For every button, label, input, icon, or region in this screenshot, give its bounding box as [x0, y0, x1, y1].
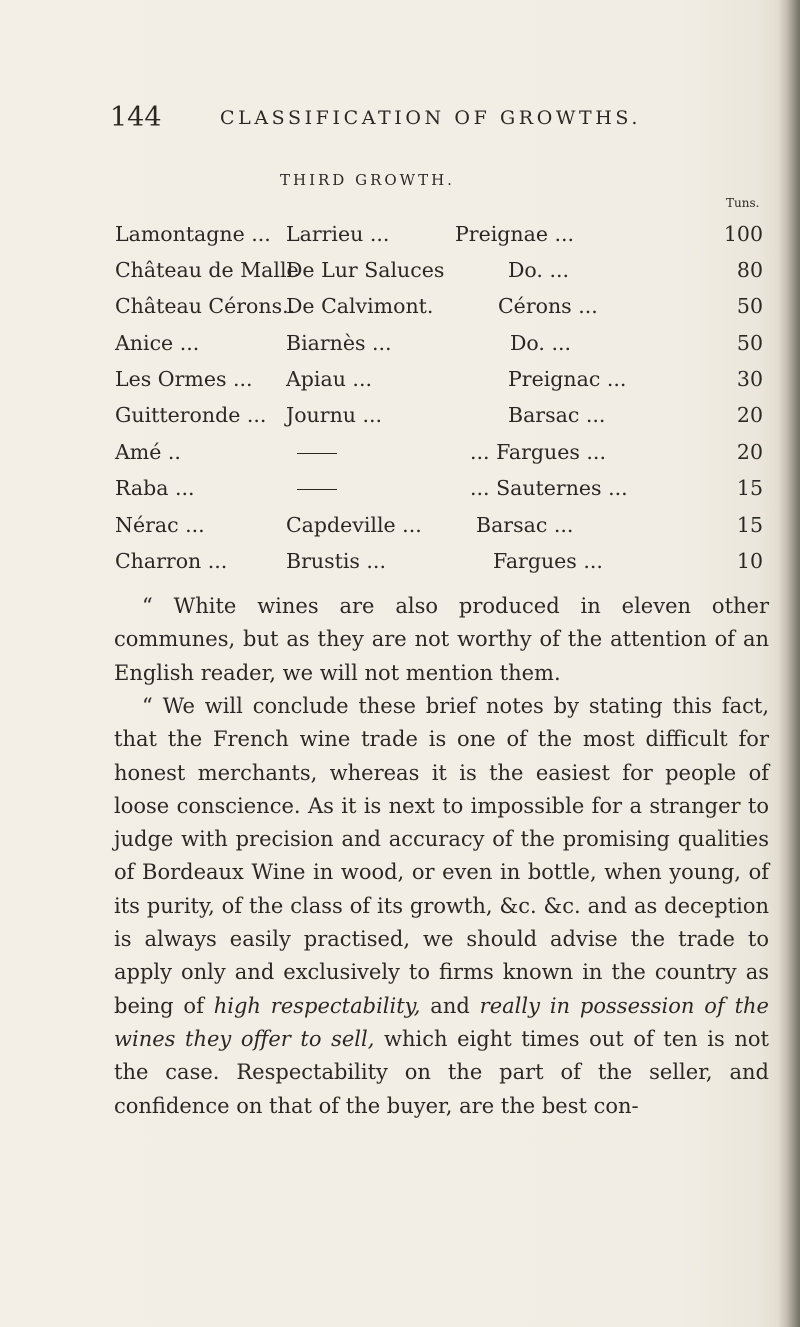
paragraph-conclusion	[114, 690, 769, 1123]
estate-name: Lamontagne ...	[115, 222, 271, 246]
tuns-value: 15	[736, 476, 763, 500]
paragraph-text: “ We will conclude these brief notes by stating this fact, that the French wine trade is one of the most difficult for honest merchants, whereas it is the easiest for people of loose conscience. As it is next to impossible for a stranger to judge with precision and accuracy of the promising qualities of Bordeaux Wine in wood, or even in bottle, when young, of its purity, of the class of its growth, &c. &c. and as deception is always easily practised, we should advise the trade to apply only and exclusively to firms known in the country as being of	[114, 694, 769, 1018]
page-number: 144	[110, 102, 162, 133]
tuns-value: 30	[736, 367, 763, 391]
proprietor: De Lur Saluces	[286, 258, 445, 282]
proprietor: Capdeville ...	[286, 513, 422, 537]
tuns-value: 80	[736, 258, 763, 282]
paragraph-text: and	[430, 993, 470, 1018]
tuns-value: 50	[736, 331, 763, 355]
italic-phrase: high respectability,	[213, 993, 421, 1018]
tuns-value: 20	[736, 403, 763, 427]
proprietor: Journu ...	[286, 403, 383, 427]
page-edge-shadow	[778, 0, 800, 1327]
tuns-value: 15	[736, 513, 763, 537]
commune: Cérons ...	[498, 294, 598, 318]
table-row	[0, 549, 800, 583]
commune: Do. ...	[510, 331, 571, 355]
estate-name: Château Cérons..	[115, 294, 296, 318]
running-head: CLASSIFICATION OF GROWTHS.	[220, 107, 642, 129]
estate-name: Charron ...	[115, 549, 228, 573]
table-row	[0, 476, 800, 510]
estate-name: Amé ..	[115, 440, 181, 464]
proprietor: Larrieu ...	[286, 222, 390, 246]
estate-name: Guitteronde ...	[115, 403, 267, 427]
proprietor-dash	[293, 440, 337, 464]
estate-name: Anice ...	[115, 331, 200, 355]
tuns-value: 50	[736, 294, 763, 318]
table-row	[0, 403, 800, 437]
commune: Barsac ...	[476, 513, 574, 537]
table-row	[0, 222, 800, 256]
tuns-column-label: Tuns.	[726, 196, 760, 210]
italic-phrase: really in possession of the wines they offer to sell,	[114, 993, 769, 1051]
commune: ... Sauternes ...	[470, 476, 628, 500]
proprietor: Apiau ...	[286, 367, 372, 391]
commune: ... Fargues ...	[470, 440, 606, 464]
commune: Fargues ...	[493, 549, 603, 573]
tuns-value: 20	[736, 440, 763, 464]
estate-name: Les Ormes ...	[115, 367, 253, 391]
table-row	[0, 440, 800, 474]
commune: Barsac ...	[508, 403, 606, 427]
commune: Do. ...	[508, 258, 569, 282]
proprietor: Biarnès ...	[286, 331, 392, 355]
estate-name: Nérac ...	[115, 513, 205, 537]
commune: Preignac ...	[508, 367, 627, 391]
commune: Preignae ...	[455, 222, 575, 246]
tuns-value: 100	[723, 222, 763, 246]
proprietor: Brustis ...	[286, 549, 386, 573]
estate-name: Château de Malle	[115, 258, 299, 282]
paragraph-text: which eight times out of ten is not the case. Respectability on the part of the seller, and confidence on that of the buyer, are the best con-	[114, 1026, 769, 1118]
tuns-value: 10	[736, 549, 763, 573]
table-row	[0, 331, 800, 365]
table-row	[0, 258, 800, 292]
proprietor-dash	[293, 476, 337, 500]
table-row	[0, 294, 800, 328]
section-title: THIRD GROWTH.	[280, 171, 455, 189]
proprietor: De Calvimont.	[286, 294, 434, 318]
estate-name: Raba ...	[115, 476, 195, 500]
table-row	[0, 513, 800, 547]
paragraph-white-wines: “ White wines are also produced in eleven other communes, but as they are not worthy of the attention of an English reader, we will not mention them.	[114, 594, 769, 685]
table-row	[0, 367, 800, 401]
